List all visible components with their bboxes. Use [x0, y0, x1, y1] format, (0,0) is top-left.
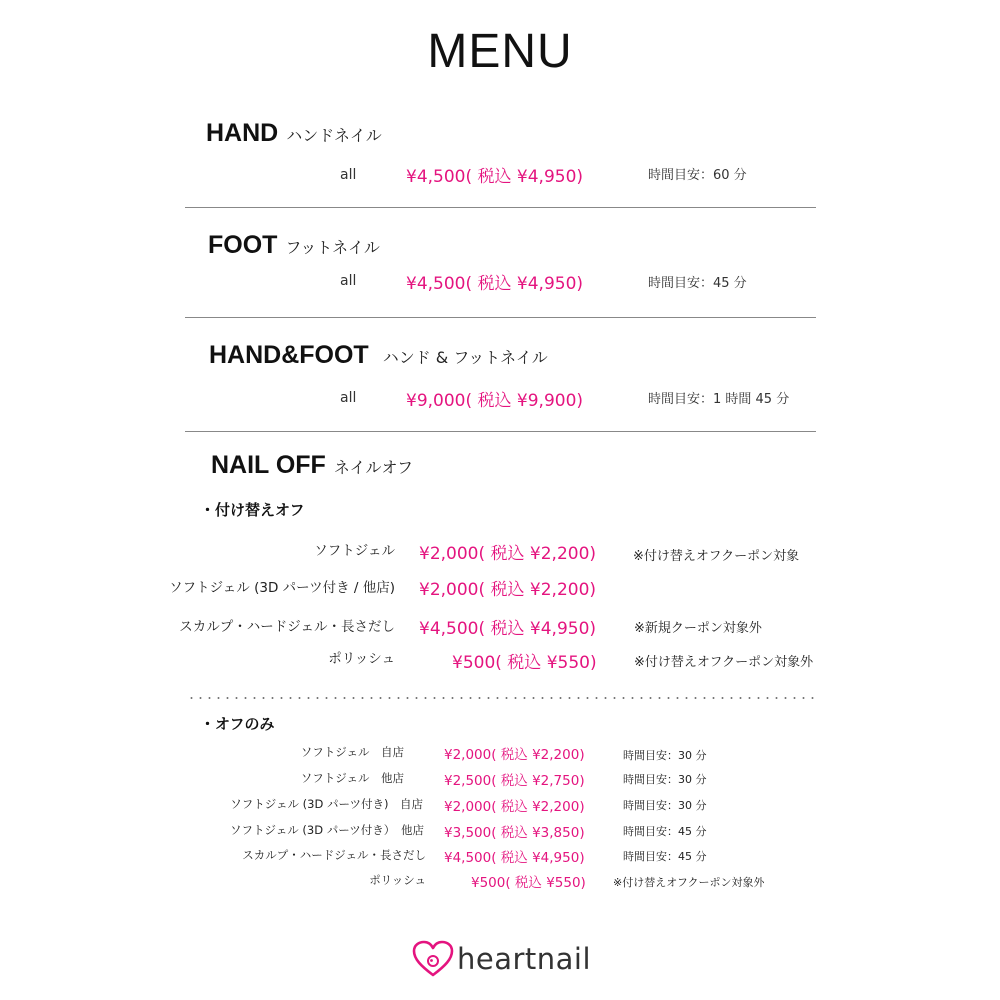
- section-hand-heading: [206, 119, 382, 148]
- divider: [185, 207, 816, 208]
- off-only-heading: ・オフのみ: [200, 715, 275, 733]
- brand-logo: [412, 940, 591, 978]
- off-only-item-note: ※付け替えオフクーポン対象外: [613, 876, 765, 889]
- off-only-item-name: ポリッシュ: [369, 873, 426, 887]
- off-only-item-price: ¥3,500( 税込 ¥3,850): [444, 825, 585, 841]
- section-hand-title: HAND: [206, 119, 279, 147]
- section-foot-heading: [208, 231, 380, 260]
- section-handfoot-title: HAND&FOOT: [209, 341, 369, 369]
- replace-item-name: ポリッシュ: [328, 651, 395, 667]
- logo-text: heartnail: [457, 942, 592, 976]
- section-foot-label: all: [340, 273, 357, 289]
- replace-item-price: ¥2,000( 税込 ¥2,200): [419, 544, 597, 564]
- dotted-divider: [187, 697, 815, 699]
- section-hand-price: ¥4,500( 税込 ¥4,950): [406, 167, 584, 187]
- replace-item-price: ¥4,500( 税込 ¥4,950): [419, 619, 597, 639]
- off-only-item-name: スカルプ・ハードジェル・長さだし: [242, 848, 426, 862]
- page-title: MENU: [427, 25, 573, 78]
- replace-item-price: ¥2,000( 税込 ¥2,200): [419, 580, 597, 600]
- off-only-item-name: ソフトジェル 他店: [300, 771, 404, 785]
- section-foot-subtitle: フットネイル: [285, 238, 380, 257]
- off-only-item-note: 時間目安：30 分: [623, 773, 707, 786]
- section-foot-price: ¥4,500( 税込 ¥4,950): [406, 274, 584, 294]
- replace-item-name: ソフトジェル (3D パーツ付き / 他店): [169, 580, 395, 596]
- off-only-item-price: ¥500( 税込 ¥550): [471, 875, 586, 891]
- off-only-item-price: ¥2,500( 税込 ¥2,750): [444, 773, 585, 789]
- off-only-item-name: ソフトジェル 自店: [300, 745, 404, 759]
- off-only-item-name: ソフトジェル (3D パーツ付き) 自店: [230, 797, 423, 811]
- section-hand-time: 時間目安：60 分: [648, 168, 747, 183]
- replace-item-name: ソフトジェル: [314, 543, 395, 559]
- replace-item-note: ※付け替えオフクーポン対象: [633, 549, 800, 564]
- section-nailoff-subtitle: ネイルオフ: [333, 458, 414, 477]
- section-handfoot-subtitle: ハンド & フットネイル: [382, 348, 548, 367]
- off-only-item-price: ¥4,500( 税込 ¥4,950): [444, 850, 585, 866]
- replace-item-note: ※付け替えオフクーポン対象外: [634, 655, 814, 670]
- off-only-item-note: 時間目安：45 分: [623, 825, 707, 838]
- off-only-item-price: ¥2,000( 税込 ¥2,200): [444, 747, 585, 763]
- divider: [185, 431, 816, 432]
- off-only-item-note: 時間目安：45 分: [623, 850, 707, 863]
- replace-item-price: ¥500( 税込 ¥550): [452, 653, 597, 673]
- section-handfoot-time: 時間目安：1 時間 45 分: [648, 392, 790, 407]
- section-foot-title: FOOT: [208, 231, 278, 259]
- replace-item-name: スカルプ・ハードジェル・長さだし: [179, 619, 395, 635]
- section-hand-subtitle: ハンドネイル: [286, 126, 382, 145]
- heart-icon: [412, 940, 454, 978]
- replace-off-heading: ・付け替えオフ: [200, 501, 305, 519]
- off-only-item-name: ソフトジェル (3D パーツ付き） 他店: [229, 823, 424, 837]
- section-foot-time: 時間目安：45 分: [648, 276, 747, 291]
- section-nailoff-heading: [211, 451, 413, 480]
- section-handfoot-label: all: [340, 390, 357, 406]
- off-only-item-price: ¥2,000( 税込 ¥2,200): [444, 799, 585, 815]
- section-handfoot-heading: [209, 341, 548, 370]
- off-only-item-note: 時間目安：30 分: [623, 749, 707, 762]
- replace-item-note: ※新規クーポン対象外: [634, 621, 762, 636]
- section-nailoff-title: NAIL OFF: [211, 451, 326, 479]
- section-handfoot-price: ¥9,000( 税込 ¥9,900): [406, 391, 584, 411]
- off-only-item-note: 時間目安：30 分: [623, 799, 707, 812]
- divider: [185, 317, 816, 318]
- section-hand-label: all: [340, 167, 357, 183]
